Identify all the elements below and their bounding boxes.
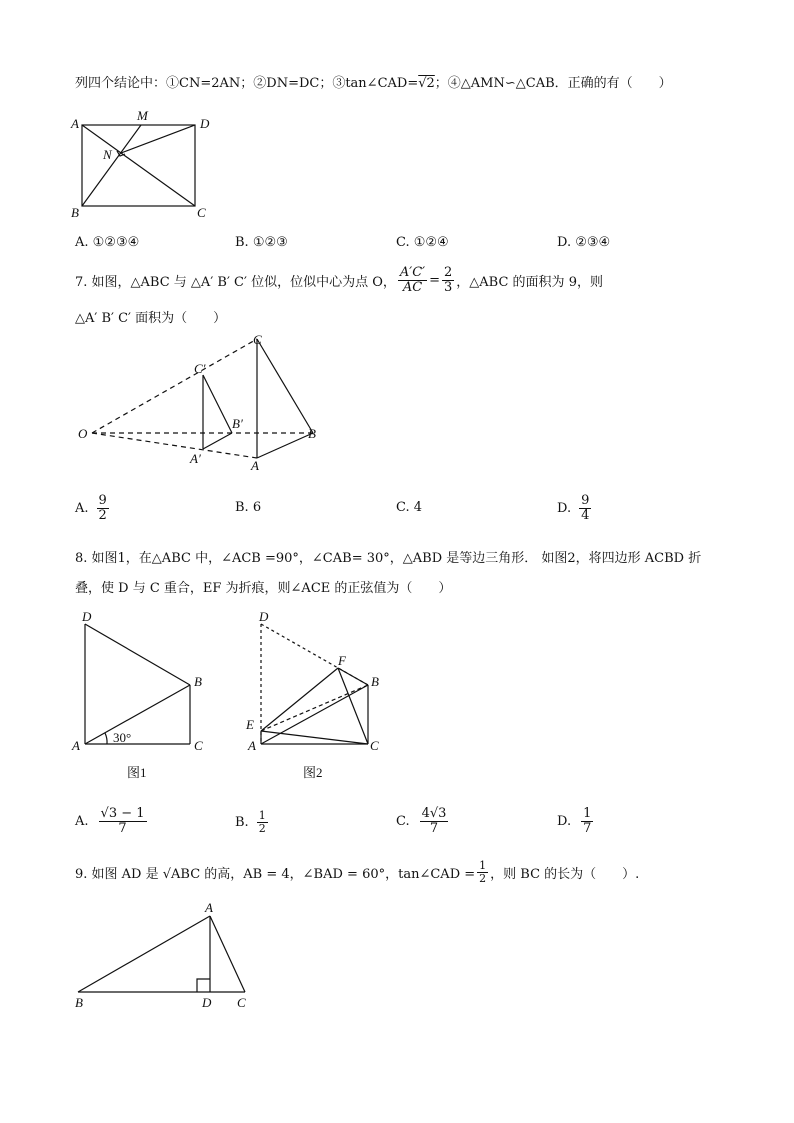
- label-b: B: [371, 674, 379, 689]
- segment-fc: [338, 668, 368, 744]
- q6-conclusion-2: ②DN=DC；: [253, 76, 333, 91]
- q7-equals: =: [429, 272, 441, 288]
- q6-option-d[interactable]: D. ②③④: [557, 235, 611, 250]
- q8-option-c-den: 7: [429, 820, 439, 836]
- label-b: B: [194, 674, 202, 689]
- q6-option-a[interactable]: A. ①②③④: [75, 235, 140, 250]
- label-b-prime: B′: [232, 416, 243, 431]
- q7-line-2: △A′ B′ C′ 面积为（ ）: [75, 311, 227, 326]
- figure-1-caption: 图1: [127, 765, 147, 780]
- q7-option-a-frac: [97, 494, 109, 522]
- right-angle-mark: [197, 979, 210, 992]
- q6-intro: 列四个结论中：: [75, 76, 167, 91]
- q6-conclusion-3c: ；: [434, 76, 448, 91]
- label-c: C: [237, 995, 246, 1010]
- q7-ratio-fraction: [398, 266, 427, 294]
- q8-option-c-num: 4√3: [421, 805, 447, 821]
- label-b: B: [71, 205, 79, 220]
- q8-option-a-den: 7: [118, 820, 127, 836]
- label-f: F: [338, 653, 346, 668]
- segment-fb: [338, 668, 368, 685]
- q8-option-b[interactable]: [235, 804, 270, 840]
- q7-ratio-den: 3: [444, 279, 453, 295]
- segment-ec: [261, 731, 368, 744]
- q7-frac-num: A′C′: [399, 264, 426, 280]
- q8-option-d-frac: [581, 807, 593, 835]
- q7-ratio-num: 2: [444, 264, 453, 280]
- label-c: C: [370, 738, 379, 753]
- q7-option-d-num: 9: [581, 492, 590, 508]
- q8-option-d-label: D.: [557, 813, 572, 829]
- q8-option-b-den: 2: [258, 821, 266, 835]
- q7-ratio-value: [442, 266, 454, 294]
- q7-option-d-frac: [579, 494, 591, 522]
- q8-figure-2: [240, 605, 405, 785]
- label-c: C: [197, 205, 206, 220]
- q7-homothety-figure: [70, 328, 330, 478]
- q8-figure-1: [65, 605, 230, 785]
- label-n: N: [103, 147, 112, 162]
- q8-option-c-label: C.: [396, 813, 410, 829]
- label-c: C: [194, 738, 203, 753]
- q9-text-2: ，则 BC 的长为（ ）.: [490, 866, 640, 882]
- label-o: O: [78, 426, 88, 441]
- side-a1b1: [203, 433, 232, 449]
- q6-option-c[interactable]: C. ①②④: [396, 235, 449, 250]
- q8-line-1: 8. 如图1，在△ABC 中，∠ACB =90°，∠CAB= 30°，△ABD 是等边三角形． 如图2，将四边形 ACBD 折: [75, 551, 702, 566]
- q6-option-b[interactable]: B. ①②③: [235, 235, 288, 250]
- side-ab: [257, 433, 313, 458]
- q6-conclusion-1: ①CN=2AN；: [166, 76, 254, 91]
- q7-option-a[interactable]: [75, 488, 111, 528]
- angle-30-label: 30°: [113, 730, 132, 745]
- label-a: A: [251, 458, 259, 473]
- q7-frac-den: AC: [402, 279, 423, 295]
- q9-frac-num: 1: [479, 858, 487, 872]
- q9-text-1: 9. 如图 AD 是 √ABC 的高，AB = 4，∠BAD = 60°，tan∠CAD =: [75, 866, 476, 882]
- q8-option-b-num: 1: [258, 808, 266, 822]
- segment-eb-dashed: [261, 685, 368, 731]
- q6-sqrt2: √2: [418, 76, 435, 91]
- label-c: C: [253, 332, 262, 347]
- label-e: E: [246, 717, 254, 732]
- q6-statement: [75, 72, 672, 91]
- q8-line-2: 叠，使 D 与 C 重合，EF 为折痕，则∠ACE 的正弦值为（ ）: [75, 581, 452, 596]
- segment-dn: [121, 125, 195, 153]
- crease-ef: [261, 668, 338, 731]
- figure-2-caption: 图2: [303, 765, 323, 780]
- label-d: D: [202, 995, 212, 1010]
- side-db: [85, 624, 190, 685]
- q9-tan-fraction: [477, 860, 488, 884]
- q7-text-1: 7. 如图，△ABC 与 △A′ B′ C′ 位似，位似中心为点 O，: [75, 274, 396, 290]
- q8-option-a-label: A.: [75, 813, 89, 829]
- q7-option-a-label: A.: [75, 500, 89, 516]
- q9-triangle-figure: [65, 895, 265, 1015]
- q9-statement: [75, 852, 639, 892]
- label-b: B: [308, 426, 316, 441]
- q7-text-2: ，△ABC 的面积为 9，则: [456, 274, 603, 290]
- q8-option-d-num: 1: [583, 805, 592, 821]
- q8-option-d[interactable]: [557, 800, 595, 842]
- side-cb: [257, 339, 313, 433]
- label-a: A: [205, 900, 213, 915]
- side-ab: [78, 916, 210, 992]
- q7-option-a-den: 2: [98, 507, 107, 523]
- q8-option-d-den: 7: [583, 820, 592, 836]
- side-c1b1: [203, 375, 232, 433]
- q7-option-d-label: D.: [557, 500, 572, 516]
- q8-option-c-frac: [420, 807, 449, 835]
- q7-statement: [75, 258, 603, 302]
- label-c-prime: C′: [194, 361, 206, 376]
- label-d: D: [82, 609, 92, 624]
- q8-option-a[interactable]: [75, 800, 149, 842]
- label-d: D: [200, 116, 210, 131]
- ray-oa: [92, 433, 257, 458]
- label-a: A: [72, 738, 80, 753]
- q7-option-d[interactable]: [557, 488, 593, 528]
- side-ab: [85, 685, 190, 744]
- q6-rectangle-figure: [65, 105, 225, 225]
- q8-option-a-frac: [99, 807, 147, 835]
- label-a-prime: A′: [190, 451, 201, 466]
- q7-option-c[interactable]: C. 4: [396, 500, 423, 515]
- label-m: M: [137, 108, 148, 123]
- q8-option-b-label: B.: [235, 814, 249, 830]
- q8-option-c[interactable]: [396, 800, 450, 842]
- q7-option-a-num: 9: [98, 492, 107, 508]
- q9-frac-den: 2: [479, 871, 487, 885]
- q7-option-d-den: 4: [581, 507, 590, 523]
- label-a: A: [71, 116, 79, 131]
- q8-option-a-num: √3 − 1: [100, 805, 145, 821]
- q6-conclusion-3a: ③tan∠CAD=: [332, 76, 419, 91]
- segment-bm: [82, 125, 141, 206]
- angle-arc: [105, 733, 107, 744]
- side-ac: [210, 916, 245, 992]
- side-ab: [261, 685, 368, 744]
- label-a: A: [248, 738, 256, 753]
- q6-conclusion-4: ④△AMN∽△CAB．正确的有（ ）: [447, 76, 672, 91]
- q8-option-b-frac: [257, 810, 268, 834]
- q7-option-b[interactable]: B. 6: [235, 500, 262, 515]
- label-b: B: [75, 995, 83, 1010]
- diagonal-ac: [82, 125, 195, 206]
- label-d: D: [259, 609, 269, 624]
